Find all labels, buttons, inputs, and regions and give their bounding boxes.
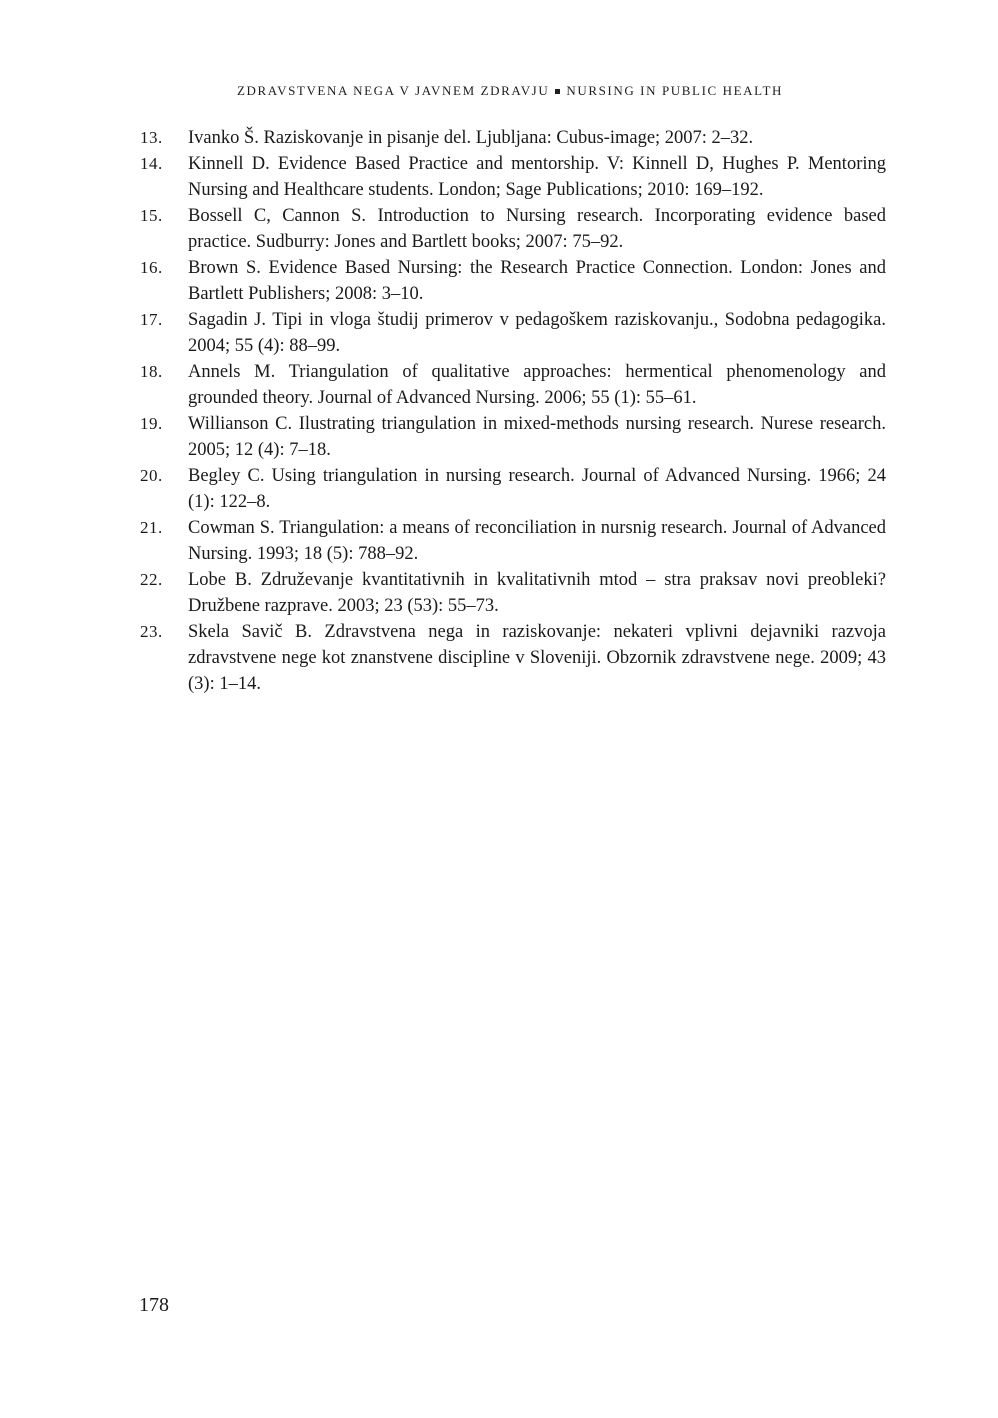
reference-item (140, 619, 886, 697)
reference-text: Annels M. Triangulation of qualitative approaches: hermentical phenomenology and grounded theory. Journal of Advanced Nursing. 2006; 55 (1): 55–61. (188, 362, 886, 408)
reference-text: Brown S. Evidence Based Nursing: the Research Practice Connection. London: Jones and Bartlett Publishers; 2008: 3–10. (188, 258, 886, 304)
reference-number: 19. (140, 414, 163, 433)
reference-item (140, 359, 886, 411)
reference-item (140, 125, 886, 151)
reference-number: 13. (140, 128, 163, 147)
reference-number: 21. (140, 518, 163, 537)
reference-number: 14. (140, 154, 163, 173)
reference-item (140, 255, 886, 307)
reference-text: Begley C. Using triangulation in nursing research. Journal of Advanced Nursing. 1966; 24 (1): 122–8. (188, 466, 886, 512)
reference-number: 18. (140, 362, 163, 381)
page-number: 178 (139, 1294, 169, 1316)
reference-text: Lobe B. Združevanje kvantitativnih in kvalitativnih mtod – stra praksav novi preobleki? Družbene razprave. 2003; 23 (53): 55–73. (188, 570, 886, 616)
reference-item (140, 463, 886, 515)
reference-text: Willianson C. Ilustrating triangulation in mixed-methods nursing research. Nurese research. 2005; 12 (4): 7–18. (188, 414, 886, 460)
reference-number: 22. (140, 570, 163, 589)
reference-item (140, 307, 886, 359)
reference-item (140, 151, 886, 203)
reference-text: Kinnell D. Evidence Based Practice and mentorship. V: Kinnell D, Hughes P. Mentoring Nursing and Healthcare students. London; Sage Publications; 2010: 169–192. (188, 154, 886, 200)
reference-list (140, 125, 886, 697)
reference-item (140, 411, 886, 463)
reference-text: Skela Savič B. Zdravstvena nega in raziskovanje: nekateri vplivni dejavniki razvoja zdravstvene nege kot znanstvene discipline v Sloveniji. Obzornik zdravstvene nege. 2009; 43 (3): 1–14. (188, 622, 886, 694)
header-separator-bullet (555, 89, 560, 94)
reference-text: Bossell C, Cannon S. Introduction to Nursing research. Incorporating evidence based practice. Sudburry: Jones and Bartlett books; 2007: 75–92. (188, 206, 886, 252)
reference-item (140, 203, 886, 255)
reference-number: 15. (140, 206, 163, 225)
reference-text: Ivanko Š. Raziskovanje in pisanje del. Ljubljana: Cubus-image; 2007: 2–32. (188, 128, 754, 148)
reference-text: Sagadin J. Tipi in vloga študij primerov v pedagoškem raziskovanju., Sodobna pedagogika. 2004; 55 (4): 88–99. (188, 310, 886, 356)
reference-number: 20. (140, 466, 163, 485)
reference-text: Cowman S. Triangulation: a means of reconciliation in nursnig research. Journal of Advanced Nursing. 1993; 18 (5): 788–92. (188, 518, 886, 564)
reference-number: 16. (140, 258, 163, 277)
reference-item (140, 567, 886, 619)
reference-number: 17. (140, 310, 163, 329)
header-journal-english: NURSING IN PUBLIC HEALTH (566, 83, 784, 98)
running-header (0, 83, 998, 99)
header-journal-slovene: ZDRAVSTVENA NEGA V JAVNEM ZDRAVJU (236, 83, 550, 98)
reference-item (140, 515, 886, 567)
reference-number: 23. (140, 622, 163, 641)
